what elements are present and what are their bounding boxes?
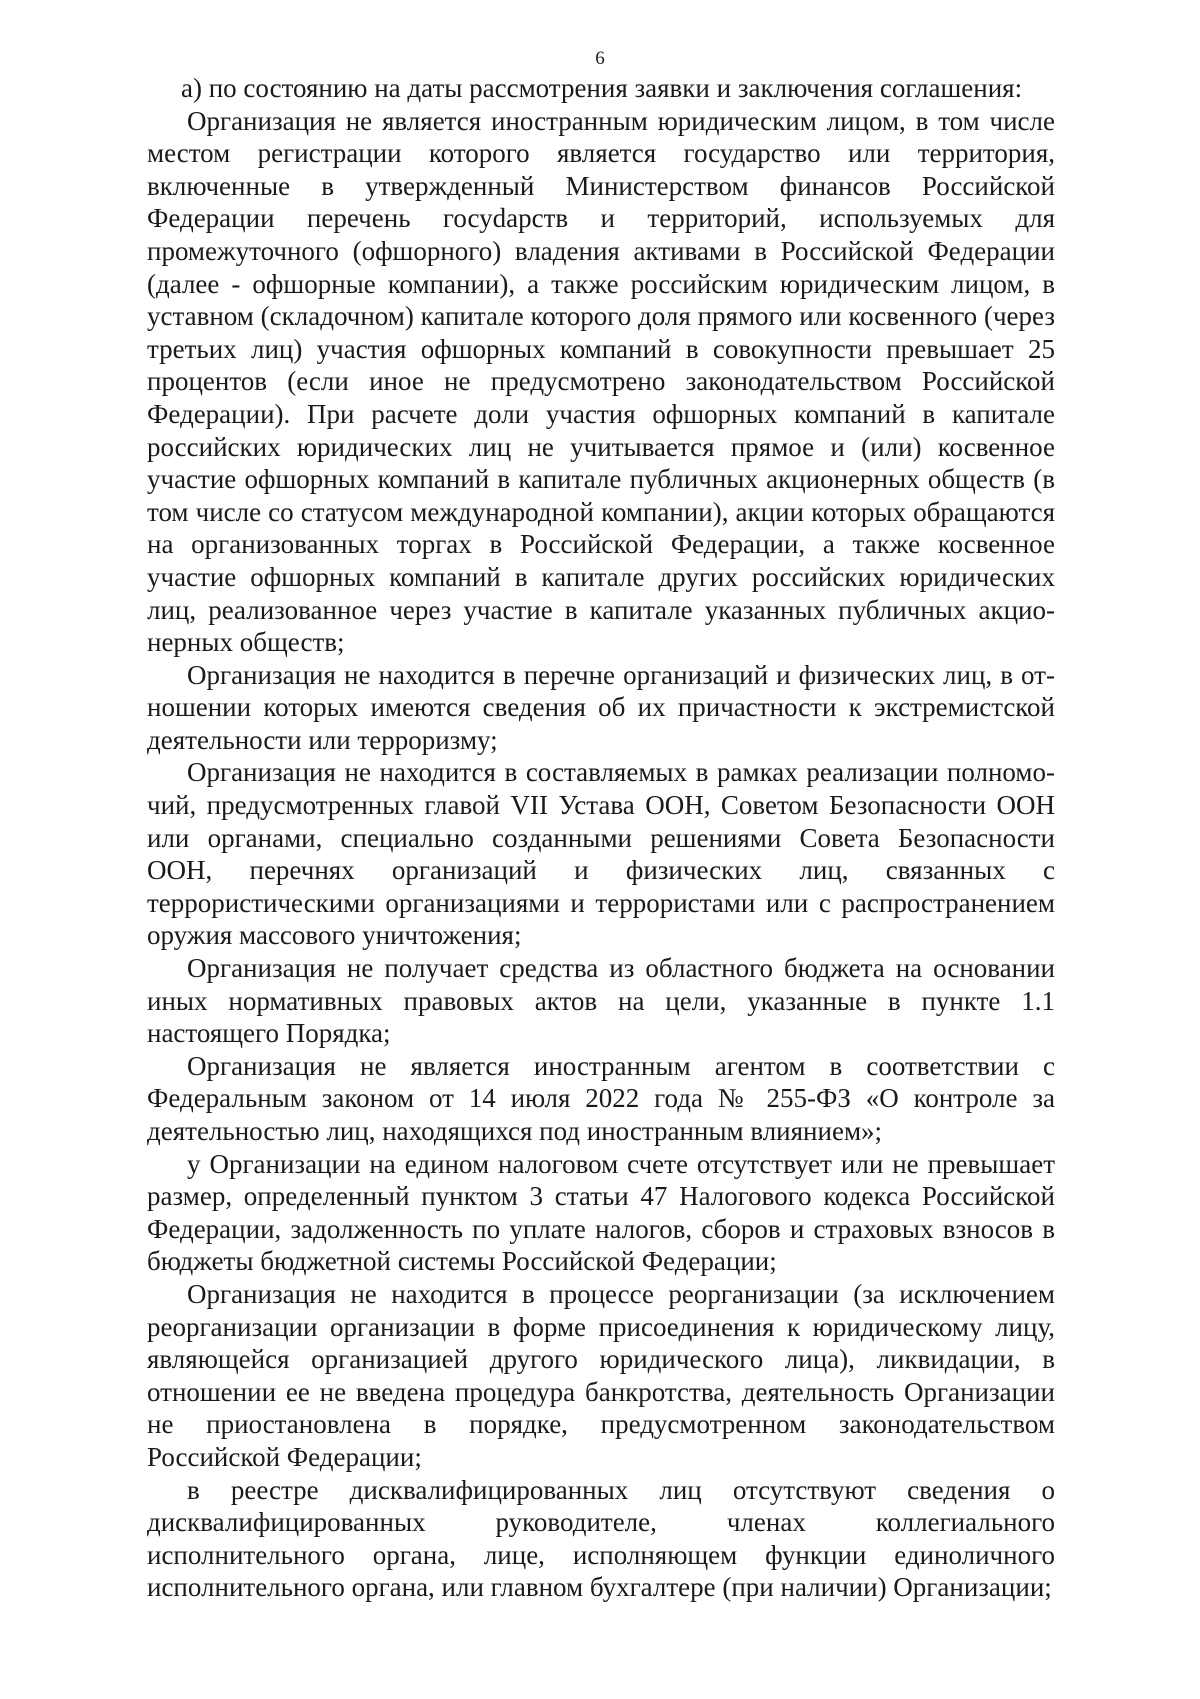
paragraph-regional-budget: Организация не получает средства из областного бюджета на основании иных нормативных правовых актов на цели, указанные в пункте 1.1 настоящего Порядка; bbox=[147, 953, 1055, 1049]
paragraph-offshore: Организация не является иностранным юридическим лицом, в том числе местом регистрации которого является государство или территория, включенные в утвержденный Министерством финансов Российской Федерации перечень госуdарств и территорий, используемых для промежуточного (офшорного) владения активами в Российской Федерации (далее - офшорные компании), а также российским юридическим лицом, в уставном (складочном) капитале которого доля прямого или косвенного (через третьих лиц) участия офшорных компаний в совокупности превышает 25 процентов (если иное не предусмотрено законодательством Российской Федерации). При расчете доли участия офшорных компаний в капитале российских юридических лиц не учитывается прямое и (или) косвенное участие офшорных компаний в капитале публичных акционерных обществ (в том числе со статусом международной компании), акции которых обращаются на организованных торгах в Российской Федерации, а также косвенное участие офшорных компаний в капитале других российских юридических лиц, реализованное через участие в капитале указанных публичных акционерных обществ; bbox=[147, 105, 1055, 658]
paragraph-tax-debt: у Организации на едином налоговом счете отсутствует или не превышает размер, определенный пунктом 3 статьи 47 Налогового кодекса Российской Федерации, задолженность по уплате налогов, сборов и страховых взносов в бюджеты бюджетной системы Российской Федерации; bbox=[147, 1148, 1055, 1277]
paragraph-reorganization: Организация не находится в процессе реорганизации (за исключением реорганизации организации в форме присоединения к юридическому лицу, являющейся организацией другого юридического лица), ликвидации, в отношении ее не введена процедура банкротства, деятельность Организации не приостановлена в порядке, предусмотренном законодательством Российской Федерации; bbox=[147, 1278, 1055, 1472]
document-body bbox=[147, 72, 1055, 1604]
paragraph-intro: а) по состоянию на даты рассмотрения заявки и заключения соглашения: bbox=[181, 73, 1023, 103]
paragraph-un-sanctions: Организация не находится в составляемых в рамках реализации полномочий, предусмотренных главой VII Устава ООН, Советом Безопасности ООН или органами, специально созданными решениями Совета Безопасности ООН, перечнях организаций и физических лиц, связанных с террористическими организациями и террористами или с распространением оружия массового уничтожения; bbox=[147, 757, 1055, 951]
paragraph-disqualified-persons: в реестре дисквалифицированных лиц отсутствуют сведения о дисквалифицированных руководителе, членах коллегиального исполнительного органа, лице, исполняющем функции единоличного исполнительного органа, или главном бухгалтере (при наличии) Организации; bbox=[147, 1474, 1055, 1603]
paragraph-foreign-agent: Организация не является иностранным агентом в соответствии с Федеральным законом от 14 июля 2022 года № 255-ФЗ «О контроле за деятельностью лиц, находящихся под иностранным влиянием»; bbox=[147, 1050, 1055, 1146]
paragraph-extremism: Организация не находится в перечне организаций и физических лиц, в отношении которых имеются сведения об их причастности к экстремистской деятельности или терроризму; bbox=[147, 659, 1055, 755]
page-number: 6 bbox=[595, 48, 605, 69]
